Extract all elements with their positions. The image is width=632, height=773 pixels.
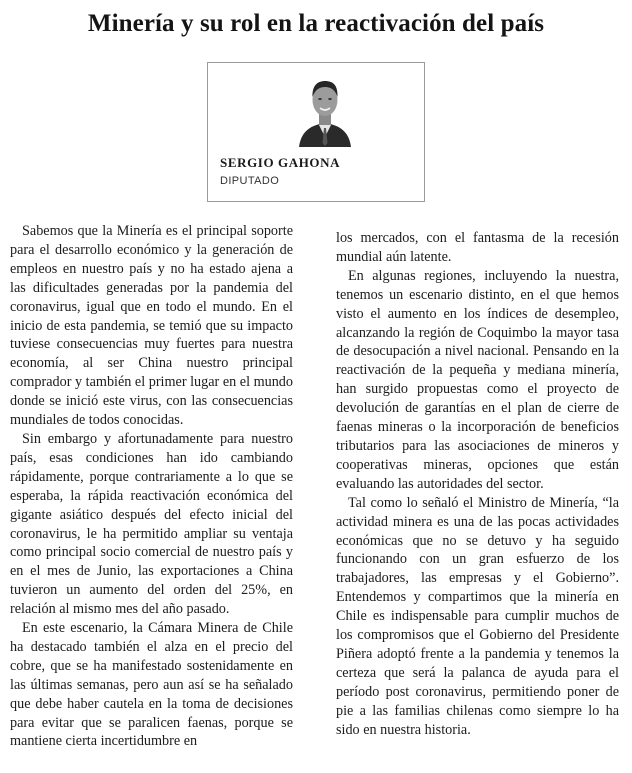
- paragraph: Sin embargo y afortunadamente para nuestro país, esas condiciones han ido cambiando rápidamente, porque contrariamente a lo que se esperaba, la rápida reactivación económica del gigante asiático después del efecto inicial del coronavirus, le ha permitido ampliar su ventaja como principal socio comercial de nuestro país y en el mes de Junio, las exportaciones a China tuvieron un aumento del orden del 25%, en relación al mismo mes del año pasado.: [10, 430, 293, 618]
- article-column-right: [336, 229, 619, 739]
- paragraph: En este escenario, la Cámara Minera de Chile ha destacado también el alza en el precio del cobre, que se ha manifestado sostenidamente en las últimas semanas, pero aun así se ha señalado que debe haber cautela en la toma de decisiones para evitar que se paralicen faenas, porque se mantiene cierta incertidumbre en: [10, 620, 293, 750]
- paragraph: En algunas regiones, incluyendo la nuestra, tenemos un escenario distinto, en el que hemos visto el aumento en los índices de desempleo, alcanzando la región de Coquimbo la mayor tasa de desocupación a nivel nacional. Pensando en la reactivación de la pequeña y mediana minería, han surgido propuestas como el proyecto de devolución de garantías en el plan de cierre de faenas mineras o la incorporación de beneficios tributarios para las asociaciones de mineros y cooperativas mineras, opciones que están evaluando las autoridades del sector.: [336, 267, 619, 492]
- paragraph: Sabemos que la Minería es el principal soporte para el desarrollo económico y la generación de empleos en nuestro país y no ha estado ajena a las dificultades generadas por la pandemia del coronavirus, igual que en todo el mundo. En el inicio de esta pandemia, se temió que su impacto tuviese consecuencias muy fuertes para nuestra economía, al ser China nuestro principal comprador y también el primer lugar en el mundo donde se inició este virus, con las consecuencias mundiales de todos conocidas.: [10, 223, 293, 429]
- paragraph: los mercados, con el fantasma de la recesión mundial aún latente.: [336, 230, 619, 265]
- paragraph: Tal como lo señaló el Ministro de Minería, “la actividad minera es una de las pocas actividades económicas que no se detuvo y ha seguido funcionando con un gran esfuerzo de los trabajadores, las empresas y el Gobierno”. Entendemos y compartimos que la minería en Chile es indispensable para cumplir muchos de los compromisos que el Gobierno del Presidente Piñera adoptó frente a la pandemia y tenemos la certeza que será la palanca de ayuda para el período post coronavirus, permitiendo poner de pie a las familias chilenas como siempre lo ha sido en nuestra historia.: [336, 494, 619, 738]
- author-box: [207, 62, 425, 202]
- article-column-left: [10, 222, 293, 751]
- author-portrait-icon: [297, 73, 353, 147]
- article-title: Minería y su rol en la reactivación del país: [87, 10, 545, 37]
- author-role: DIPUTADO: [220, 175, 280, 187]
- author-name: SERGIO GAHONA: [220, 155, 341, 170]
